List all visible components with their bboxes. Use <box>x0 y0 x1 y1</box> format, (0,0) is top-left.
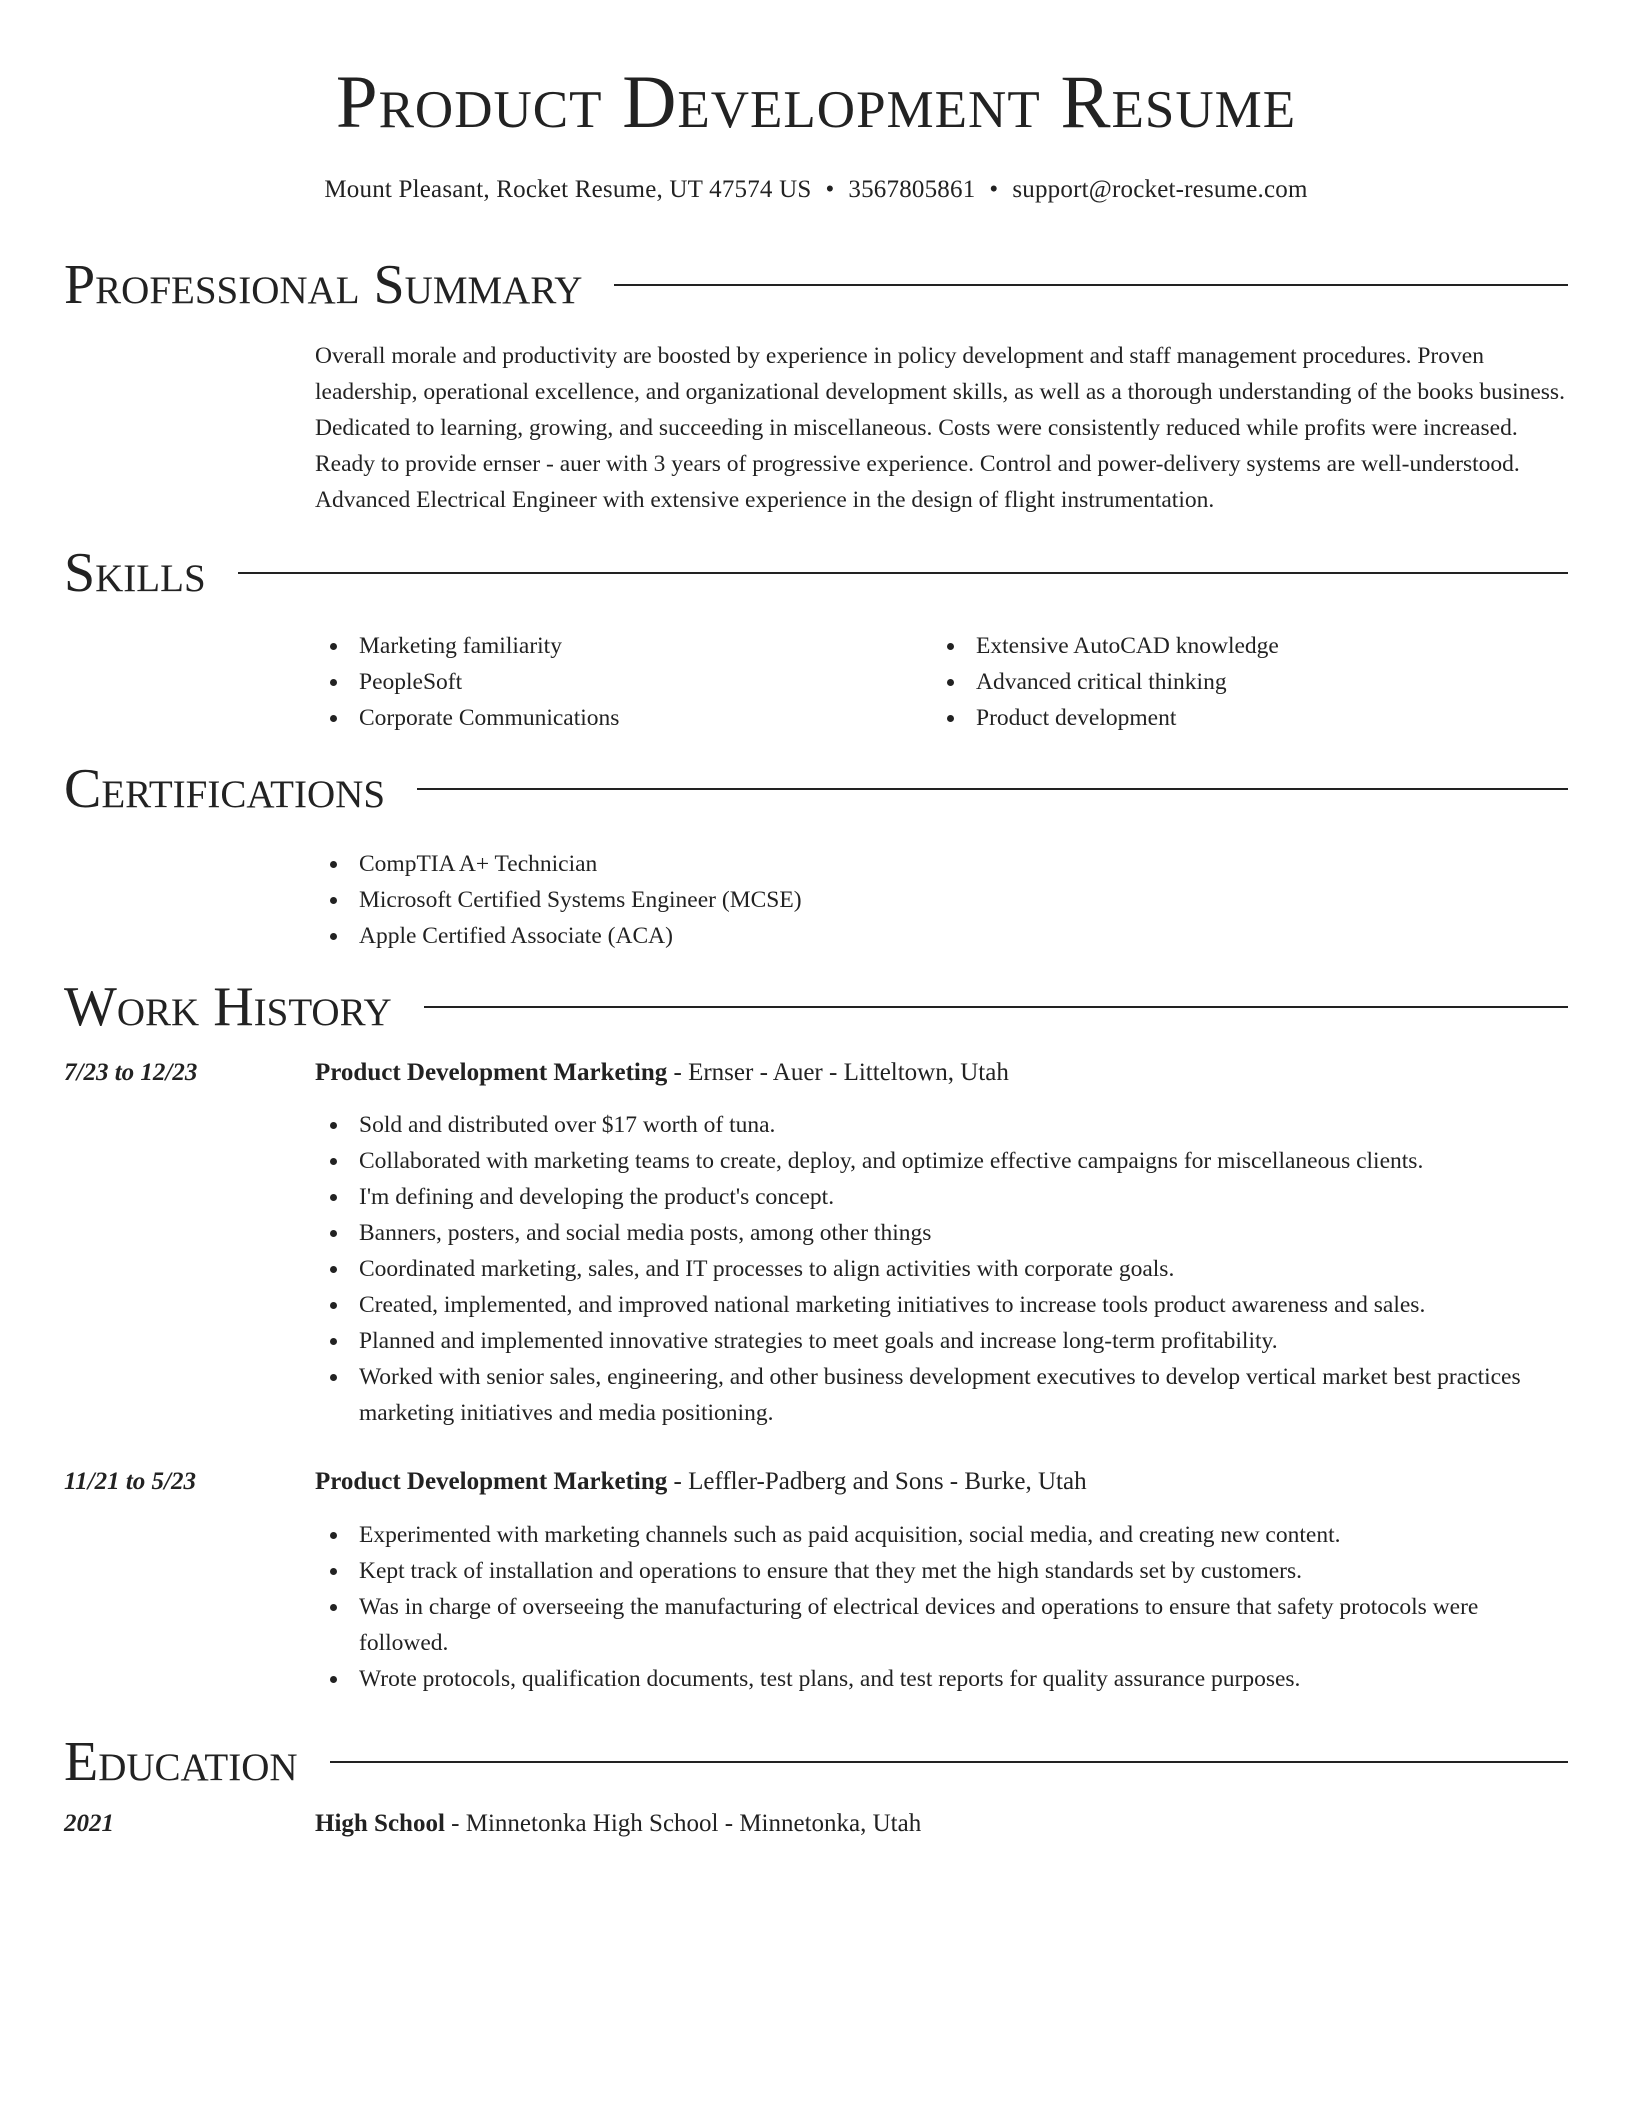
job-employer: - Leffler-Padberg and Sons - Burke, Utah <box>667 1468 1087 1495</box>
certifications-list <box>315 846 1565 954</box>
section-title: Certifications <box>64 758 386 820</box>
job-bullet: Experimented with marketing channels such as paid acquisition, social media, and creating new content. <box>315 1517 1565 1553</box>
job-bullet: Banners, posters, and social media posts, among other things <box>315 1215 1565 1251</box>
education-degree: High School <box>315 1810 445 1837</box>
job-bullet: Collaborated with marketing teams to create, deploy, and optimize effective campaigns for miscellaneous clients. <box>315 1143 1565 1179</box>
section-header-skills <box>64 541 1568 605</box>
job-bullets <box>315 1107 1565 1431</box>
job-heading <box>315 1055 1009 1091</box>
section-title: Skills <box>64 542 206 604</box>
contact-line <box>0 172 1632 208</box>
skill-item: Marketing familiarity <box>315 628 915 664</box>
section-header-education <box>64 1730 1568 1794</box>
section-header-summary <box>64 253 1568 317</box>
skill-item: Extensive AutoCAD knowledge <box>932 628 1562 664</box>
section-rule <box>330 1761 1568 1763</box>
job-bullet: Created, implemented, and improved national marketing initiatives to increase tools product awareness and sales. <box>315 1287 1565 1323</box>
section-header-work-history <box>64 975 1568 1039</box>
job-bullets <box>315 1517 1565 1697</box>
job-bullet: Kept track of installation and operations to ensure that they met the high standards set by customers. <box>315 1553 1565 1589</box>
skill-item: Product development <box>932 700 1562 736</box>
job-bullet: Wrote protocols, qualification documents, test plans, and test reports for quality assurance purposes. <box>315 1661 1565 1697</box>
skills-list-right <box>932 628 1562 736</box>
phone[interactable]: 3567805861 <box>848 176 976 203</box>
job-title: Product Development Marketing <box>315 1059 668 1086</box>
resume-title: Product Development Resume <box>335 61 1297 144</box>
education-year: 2021 <box>64 1810 114 1837</box>
section-title: Work History <box>64 976 392 1038</box>
skill-item: Corporate Communications <box>315 700 915 736</box>
section-title: Professional Summary <box>64 254 583 316</box>
job-bullet: Worked with senior sales, engineering, and other business development executives to develop vertical market best practices marketing initiatives and media positioning. <box>315 1359 1565 1431</box>
job-bullet: Planned and implemented innovative strategies to meet goals and increase long-term profitability. <box>315 1323 1565 1359</box>
separator-dot: • <box>825 176 835 203</box>
skill-item: PeopleSoft <box>315 664 915 700</box>
job-heading <box>315 1464 1087 1500</box>
email-link[interactable]: support@rocket-resume.com <box>1012 176 1308 203</box>
certification-item: CompTIA A+ Technician <box>315 846 1565 882</box>
section-title: Education <box>64 1731 298 1793</box>
section-rule <box>417 788 1568 790</box>
certification-item: Apple Certified Associate (ACA) <box>315 918 1565 954</box>
section-header-certifications <box>64 757 1568 821</box>
job-employer: - Ernser - Auer - Litteltown, Utah <box>667 1059 1009 1086</box>
summary-text: Overall morale and productivity are boosted by experience in policy development and staff management procedures. Proven leadership, operational excellence, and organizational development skills, as well as a thorough understanding of the books business. Dedicated to learning, growing, and succeeding in miscellaneous. Costs were consistently reduced while profits were increased. Ready to provide ernser - auer with 3 years of progressive experience. Control and power-delivery systems are well-understood. Advanced Electrical Engineer with extensive experience in the design of flight instrumentation. <box>315 343 1565 513</box>
education-school: - Minnetonka High School - Minnetonka, Utah <box>444 1810 922 1837</box>
section-rule <box>424 1006 1568 1008</box>
skills-list-left <box>315 628 915 736</box>
skill-item: Advanced critical thinking <box>932 664 1562 700</box>
address: Mount Pleasant, Rocket Resume, UT 47574 US <box>324 176 812 203</box>
job-dates: 7/23 to 12/23 <box>64 1059 198 1086</box>
job-bullet: Was in charge of overseeing the manufacturing of electrical devices and operations to ensure that safety protocols were followed. <box>315 1589 1565 1661</box>
job-dates: 11/21 to 5/23 <box>64 1468 196 1495</box>
certification-item: Microsoft Certified Systems Engineer (MCSE) <box>315 882 1565 918</box>
separator-dot: • <box>989 176 999 203</box>
job-bullet: Sold and distributed over $17 worth of tuna. <box>315 1107 1565 1143</box>
job-title: Product Development Marketing <box>315 1468 668 1495</box>
job-bullet: Coordinated marketing, sales, and IT processes to align activities with corporate goals. <box>315 1251 1565 1287</box>
section-rule <box>238 572 1568 574</box>
education-heading <box>315 1806 921 1842</box>
job-bullet: I'm defining and developing the product's concept. <box>315 1179 1565 1215</box>
section-rule <box>614 284 1568 286</box>
